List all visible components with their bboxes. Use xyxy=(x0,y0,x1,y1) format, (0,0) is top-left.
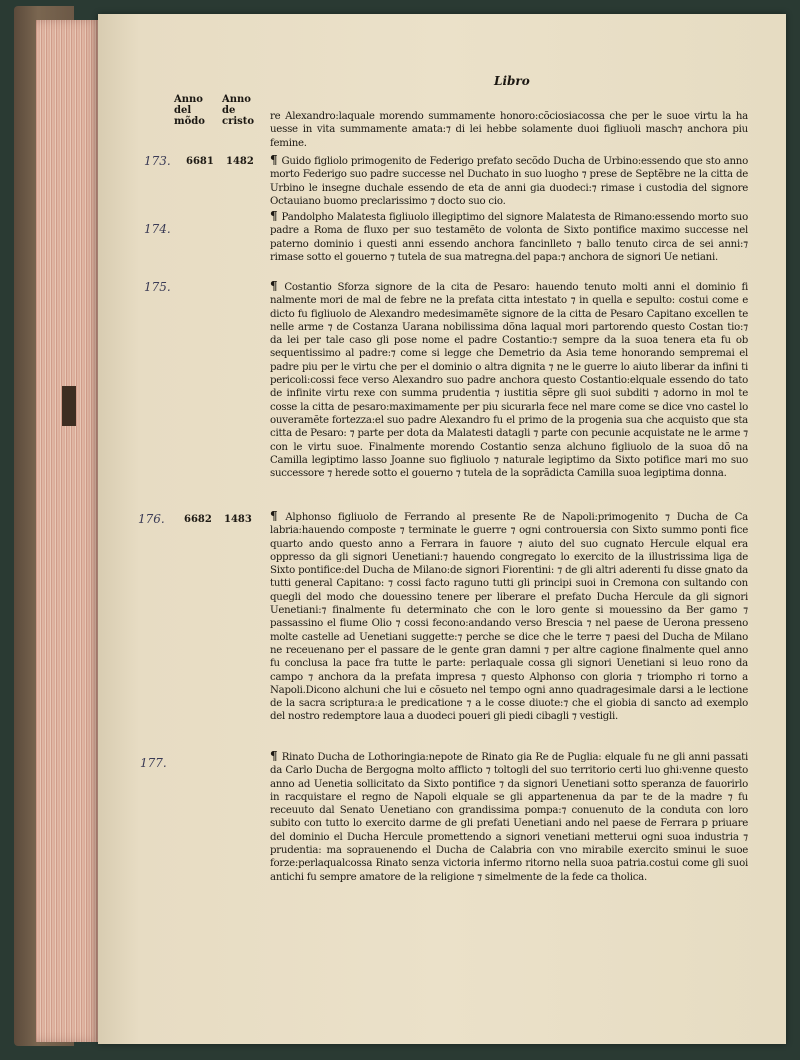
entry-175-text: ¶ Costantio Sforza signore de la cita de Pesaro: hauendo tenuto molti anni el dominio fi nalmente mori de mal de febre ne la prefata citta intestato ⁊ in quella e sepulto: costui come e dicto fu figliuolo de Alexandro medesimamẽte signore de la citta de Pesaro Capitano excellen te nelle arme ⁊ de Costanza Uarana nobilissima dõna laqual mori partorendo questo Costan tio:⁊ da lei per tale caso gli pose nome el padre Costantio:⁊ sempre da la suoa tenera eta fu ob sequentissimo al padre:⁊ come si legge che Demetrio da Asia teme honorando sempremai el padre piu per le virtu che per el dominio o altra dignita ⁊ ne le guerre lo aiuto liberar da infini ti pericoli:cossi fece verso Alexandro suo padre anchora questo Costantio:elquale essendo do tato de infinite virtu rexe con summa prudentia ⁊ iustitia sẽpre gli suoi subditi ⁊ adorno in mol te cosse la citta de pesaro:maximamente per piu sicurarla fece nel mare come se dice vno castel lo ouveramẽte fortezza:el suo padre Alexandro fu el primo de la progenia sua che acquisto que sta citta de Pesaro: ⁊ parte per dota da Malatesti datagli ⁊ parte con pecunie acquistate ne le arme ⁊ con le virtu suoe. Finalmente morendo Costantio senza alchuno figliuolo de la suoa dõ na Camilla legiptimo lasso Joanne suo figliuolo ⁊ naturale legiptimo da Sixto potifice mari mo suo successore ⁊ herede sotto el gouerno ⁊ tutela de la soprãdicta Camilla suoa legiptima donna. xyxy=(270,280,748,480)
entry-174-text: ¶ Pandolpho Malatesta figliuolo illegiptimo del signore Malatesta de Rimano:essendo morto suo padre a Roma de fluxo per suo testamẽto de volonta de Sixto pontifice maximo successe nel paterno dominio i questi anni essendo anchora fancinlleto ⁊ ballo tenuto circa de sei anni:⁊ rimase sotto el gouerno ⁊ tutela de sua matregna.del papa:⁊ anchora de signori Ue netiani. xyxy=(270,210,748,263)
page xyxy=(98,14,786,1044)
pilcrow-icon: ¶ xyxy=(270,210,282,223)
intro-paragraph: re Alexandro:laquale morendo summamente honoro:cõciosiacossa che per le suoe virtu la ha uesse in vita summamente amata:⁊ di lei hebbe solamente duoi figliuoli masch⁊ anchora piu femine. xyxy=(270,111,748,149)
anno-mondo-173: 6681 xyxy=(186,156,214,167)
clip-tab xyxy=(62,386,76,426)
entry-177-text: ¶ Rinato Ducha de Lothoringia:nepote de Rinato gia Re de Puglia: elquale fu ne gli anni passati da Carlo Ducha de Bergogna molto afflicto ⁊ toltogli del suo territorio certi luo ghi:venne questo anno ad Uenetia sollicitato da Sixto pontifice ⁊ da signori Uenetiani sotto speranza de fauorirlo in racquistare el regno de Napoli elquale se gli appartenenua da par te de la madre ⁊ fu receuuto dal Senato Uenetiano con grandissima pompa:⁊ conuenuto de la conduta con loro subito con tutto lo exercito darme de gli prefati Uenetiani ando nel paese de Ferrara p priuare del dominio el Ducha Hercule promettendo a signori venetiani metterui ogni suoa industria ⁊ prudentia: ma soprauenendo el Ducha de Calabria con vno mirabile exercito sminui le suoe forze:perlaqualcossa Rinato senza victoria infermo ritorno nella suoa patria.costui come gli suoi antichi fu sempre amatore de la religione ⁊ simelmente de la fede ca tholica. xyxy=(270,750,748,883)
entry-176-text: ¶ Alphonso figliuolo de Ferrando al presente Re de Napoli:primogenito ⁊ Ducha de Ca labria:hauendo composte ⁊ terminate le guerre ⁊ ogni controuersia con Sixto summo ponti fice quarto ando questo anno a Ferrara in fauore ⁊ aiuto del suo cugnato Hercule elqual era oppresso da gli signori Uenetiani:⁊ hauendo congregato lo exercito de la illustrissima liga de Sixto pontifice:del Ducha de Milano:de signori Fiorentini: ⁊ de gli altri aderenti fu disse gnato da tutti general Capitano: ⁊ cossi facto raguno tutti gli principi suoi in Cremona con sultando con quegli del modo che douessino tenere per liberare el prefato Ducha Hercule da gli signori Uenetiani:⁊ finalmente fu determinato che con le loro gente si mouessino da Ber gamo ⁊ passassino el fiume Olio ⁊ cossi fecono:andando verso Brescia ⁊ nel paese de Uerona presseno molte castelle ad Uenetiani suggette:⁊ perche se dice che le terre ⁊ paesi del Ducha de Milano ne receuenano per el passare de le gente gran damni ⁊ per altre cagione finalmente quel anno fu conclusa la pace fra tutte le parte: perlaquale cossa gli signori Uenetiani si leuo rono da campo ⁊ anchora da la prefata impresa ⁊ questo Alphonso con gloria ⁊ triompho ri torno a Napoli.Dicono alchuni che lui e cõsueto nel tempo ogni anno quadragesimale darsi a le lectione de la sacra scriptura:a le predicatione ⁊ a le cosse diuote:⁊ che el giobia di sancto ad exemplo del nostro redemptore laua a duodeci poueri gli piedi cibagli ⁊ vestigli. xyxy=(270,510,748,723)
header-anno-cristo: Anno de cristo xyxy=(222,94,255,127)
pilcrow-icon: ¶ xyxy=(270,154,282,167)
pilcrow-icon: ¶ xyxy=(270,280,285,293)
margin-note-175: 175. xyxy=(144,280,171,294)
entry-173-text: ¶ Guido figliolo primogenito de Federigo prefato secõdo Ducha de Urbino:essendo que sto anno morto Federigo suo padre successe nel Duchato in suo luogho ⁊ prese de Septẽbre ne la citta de Urbino le insegne duchale essendo de eta de anni gia duodeci:⁊ rimase i custodia del signore Octauiano buomo preclarissimo ⁊ docto suo cio. xyxy=(270,154,748,207)
header-anno-mondo: Anno del mõdo xyxy=(174,94,205,127)
margin-note-174: 174. xyxy=(144,222,171,236)
page-edges xyxy=(36,20,102,1042)
anno-cristo-173: 1482 xyxy=(226,156,254,167)
margin-note-177: 177. xyxy=(140,756,167,770)
book xyxy=(14,6,794,1056)
pilcrow-icon: ¶ xyxy=(270,510,286,523)
margin-note-173: 173. xyxy=(144,154,171,168)
pilcrow-icon: ¶ xyxy=(270,750,282,763)
anno-cristo-176: 1483 xyxy=(224,514,252,525)
anno-mondo-176: 6682 xyxy=(184,514,212,525)
margin-note-176: 176. xyxy=(138,512,165,526)
running-head: Libro xyxy=(494,74,530,88)
